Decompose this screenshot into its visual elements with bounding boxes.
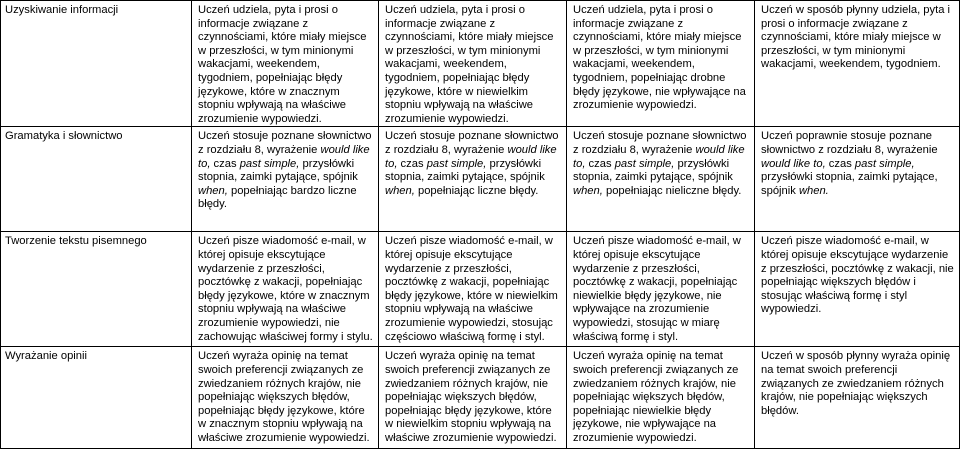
- level-cell: Uczeń pisze wiadomość e-mail, w której opisuje ekscytujące wydarzenie z przeszłości, pocztówkę z wakacji, popełniając błędy językowe, które w znacznym stopniu wpływają na właściwe zrozumienie wypowiedzi, nie zachowując właściwej formy i stylu.: [192, 232, 379, 347]
- level-text: przysłówki stopnia, zaimki pytające, spójnik: [198, 157, 358, 184]
- level-text-italic: past simple,: [854, 157, 915, 170]
- level-text: Uczeń poprawnie stosuje poznane słownictwo z rozdziału 8, wyrażenie: [761, 130, 938, 156]
- criterion-cell: Gramatyka i słownictwo: [1, 127, 192, 232]
- level-cell: Uczeń wyraża opinię na temat swoich preferencji związanych ze zwiedzaniem różnych krajów, nie popełniając większych błędów, popełniając błędy językowe, które w znacznym stopniu wpływają na właściwe zrozumienie wypowiedzi.: [192, 347, 379, 449]
- level-text-italic: when,: [385, 184, 415, 197]
- level-text: przysłówki stopnia, zaimki pytające, spójnik: [761, 171, 938, 197]
- level-text: czas: [397, 157, 427, 170]
- level-text: czas: [825, 157, 855, 170]
- level-text-italic: past simple,: [426, 157, 487, 170]
- criterion-cell: Uzyskiwanie informacji: [1, 1, 192, 127]
- level-text: popełniając bardzo liczne błędy.: [198, 184, 357, 211]
- table-row: [1, 232, 960, 347]
- level-text: popełniając liczne błędy.: [414, 184, 539, 197]
- level-text-italic: would like to,: [198, 143, 370, 170]
- level-cell: Uczeń pisze wiadomość e-mail, w której opisuje ekscytujące wydarzenie z przeszłości, pocztówkę z wakacji, popełniając błędy językowe, które w niewielkim stopniu wpływają na właściwe zrozumienie wypowiedzi, stosując częściowo właściwą formę i styl.: [379, 232, 567, 347]
- level-text-italic: past simple,: [239, 157, 300, 170]
- level-text-italic: when.: [798, 184, 829, 197]
- table-row: [1, 127, 960, 232]
- level-cell: Uczeń udziela, pyta i prosi o informacje związane z czynnościami, które miały miejsce w przeszłości, w tym minionymi wakacjami, weekendem, tygodniem, popełniając błędy językowe, które w niewielkim stopniu wpływają na właściwe zrozumienie wypowiedzi.: [379, 1, 567, 127]
- table-row: [1, 347, 960, 449]
- level-text: przysłówki stopnia, zaimki pytające, spójnik: [385, 157, 545, 184]
- level-cell: Uczeń w sposób płynny wyraża opinię na temat swoich preferencji związanych ze zwiedzaniem różnych krajów, nie popełniając większych błędów.: [755, 347, 960, 449]
- level-cell: [192, 127, 379, 232]
- criterion-cell: Tworzenie tekstu pisemnego: [1, 232, 192, 347]
- level-cell: Uczeń w sposób płynny udziela, pyta i prosi o informacje związane z czynnościami, które miały miejsce w przeszłości, w tym minionymi wakacjami, weekendem, tygodniem.: [755, 1, 960, 127]
- level-text-italic: would like to,: [385, 143, 557, 170]
- level-text-italic: when,: [198, 184, 228, 197]
- level-cell: Uczeń pisze wiadomość e-mail, w której opisuje ekscytujące wydarzenie z przeszłości, pocztówkę z wakacji, nie popełniając większych błędów i stosując właściwą formę i styl wypowiedzi.: [755, 232, 960, 347]
- level-cell: Uczeń udziela, pyta i prosi o informacje związane z czynnościami, które miały miejsce w przeszłości, w tym minionymi wakacjami, weekendem, tygodniem, popełniając błędy językowe, które w znacznym stopniu wpływają na właściwe zrozumienie wypowiedzi.: [192, 1, 379, 127]
- level-cell: Uczeń wyraża opinię na temat swoich preferencji związanych ze zwiedzaniem różnych krajów, nie popełniając większych błędów, popełniając błędy językowe, które w niewielkim stopniu wpływają na właściwe zrozumienie wypowiedzi.: [379, 347, 567, 449]
- level-text-italic: would like to,: [761, 157, 826, 170]
- level-text-italic: past simple,: [614, 157, 675, 170]
- level-cell: Uczeń pisze wiadomość e-mail, w której opisuje ekscytujące wydarzenie z przeszłości, pocztówkę z wakacji, popełniając niewielkie błędy językowe, nie wpływające na zrozumienie wypowiedzi, stosując w miarę właściwą formę i styl.: [567, 232, 755, 347]
- level-text: przysłówki stopnia, zaimki pytające, spójnik: [573, 157, 733, 184]
- level-text: popełniając nieliczne błędy.: [602, 184, 742, 197]
- level-text: czas: [210, 157, 240, 170]
- level-cell: [567, 127, 755, 232]
- criterion-cell: Wyrażanie opinii: [1, 347, 192, 449]
- level-text: Uczeń stosuje poznane słownictwo z rozdziału 8, wyrażenie: [573, 130, 747, 156]
- table-row: [1, 1, 960, 127]
- level-text: Uczeń stosuje poznane słownictwo z rozdziału 8, wyrażenie: [198, 130, 372, 156]
- level-text-italic: when,: [573, 184, 603, 197]
- level-cell: [755, 127, 960, 232]
- level-cell: [379, 127, 567, 232]
- level-cell: Uczeń wyraża opinię na temat swoich preferencji związanych ze zwiedzaniem różnych krajów, nie popełniając większych błędów, popełniając niewielkie błędy językowe, nie wpływające na zrozumienie wypowiedzi.: [567, 347, 755, 449]
- level-text-italic: would like to,: [573, 143, 745, 170]
- level-text: czas: [585, 157, 615, 170]
- level-text: Uczeń stosuje poznane słownictwo z rozdziału 8, wyrażenie: [385, 130, 559, 156]
- level-cell: Uczeń udziela, pyta i prosi o informacje związane z czynnościami, które miały miejsce w przeszłości, w tym minionymi wakacjami, weekendem, tygodniem, popełniając drobne błędy językowe, nie wpływające na zrozumienie wypowiedzi.: [567, 1, 755, 127]
